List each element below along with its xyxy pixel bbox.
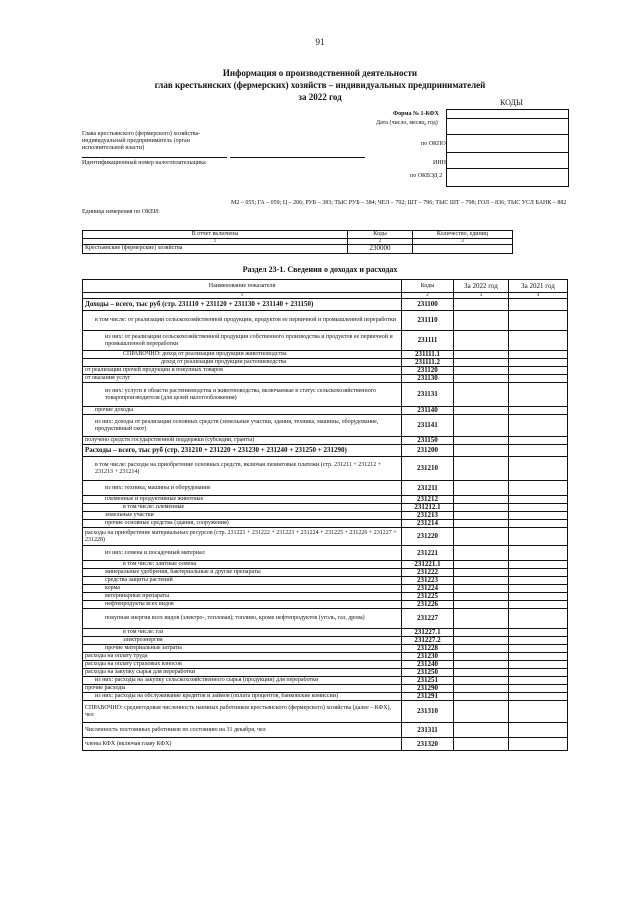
value-cell-2022[interactable] <box>454 669 509 677</box>
value-cell-2021[interactable] <box>509 585 568 593</box>
value-cell-2021[interactable] <box>509 407 568 415</box>
row-indicator-label: средства защиты растений <box>83 577 402 585</box>
value-cell-2022[interactable] <box>454 569 509 577</box>
col-number: 4 <box>509 293 568 299</box>
value-cell-2021[interactable] <box>509 311 568 331</box>
value-cell-2021[interactable] <box>509 677 568 685</box>
value-cell-2021[interactable] <box>509 629 568 637</box>
value-cell-2022[interactable] <box>454 407 509 415</box>
table-row <box>83 701 568 723</box>
table-row <box>83 481 568 496</box>
title-line-2: глав крестьянских (фермерских) хозяйств – индивидуальных предпринимателей <box>154 80 486 90</box>
value-cell-2021[interactable] <box>509 577 568 585</box>
row-indicator-label: ветеринарные препараты <box>83 593 402 601</box>
row-indicator-label: расходы на закупку сырья для переработки <box>83 669 402 677</box>
table-row <box>83 504 568 512</box>
row-code: 231111 <box>402 331 454 351</box>
table-row <box>83 437 568 445</box>
table-row <box>83 351 568 359</box>
value-cell-2021[interactable] <box>509 520 568 528</box>
okpo-label: по ОКПО <box>421 141 446 147</box>
row-code: 231221 <box>402 546 454 561</box>
units-table <box>82 230 513 254</box>
row-indicator-label: в том числе: от реализации сельскохозяйственной продукции, продуктов ее первичной и промышленной переработки <box>83 311 402 331</box>
row-indicator-label: Расходы – всего, тыс руб (стр. 231210 + 231220 + 231230 + 231240 + 231250 + 231290) <box>83 445 402 457</box>
value-cell-2021[interactable] <box>509 481 568 496</box>
value-cell-2022[interactable] <box>454 546 509 561</box>
row-code: 231240 <box>402 661 454 669</box>
units-col-number: 1 <box>83 238 348 244</box>
title-line-3: за 2022 год <box>298 92 342 102</box>
row-code: 231150 <box>402 437 454 445</box>
value-cell-2022[interactable] <box>454 437 509 445</box>
value-cell-2021[interactable] <box>509 351 568 359</box>
table-row <box>83 359 568 367</box>
value-cell-2022[interactable] <box>454 685 509 693</box>
row-code: 231251 <box>402 677 454 685</box>
value-cell-2022[interactable] <box>454 481 509 496</box>
col-header-2021: За 2021 год <box>509 280 568 293</box>
col-header-indicator: Наименование показателя <box>83 280 402 293</box>
value-cell-2021[interactable] <box>509 738 568 751</box>
value-cell-2022[interactable] <box>454 359 509 367</box>
units-col-number: 2 <box>348 238 413 244</box>
value-cell-2021[interactable] <box>509 496 568 504</box>
row-code: 231111.2 <box>402 359 454 367</box>
section-title: Раздел 23-1. Сведения о доходах и расходах <box>242 265 398 274</box>
value-cell-2022[interactable] <box>454 299 509 311</box>
units-col-header: Количество, единиц <box>413 231 513 239</box>
title-line-1: Информация о производственной деятельности <box>222 68 418 78</box>
value-cell-2022[interactable] <box>454 593 509 601</box>
row-code: 231212.1 <box>402 504 454 512</box>
row-code: 231211 <box>402 481 454 496</box>
table-row <box>83 546 568 561</box>
value-cell-2022[interactable] <box>454 637 509 645</box>
row-code: 231230 <box>402 653 454 661</box>
row-indicator-label: Доходы – всего, тыс руб (стр. 231110 + 231120 + 231130 + 231140 + 231150) <box>83 299 402 311</box>
okved-label: по ОКВЭД 2 <box>410 173 443 179</box>
units-row-code: 230000 <box>348 244 413 253</box>
row-indicator-label: покупная энергия всех видов (электро-, тепловая); топливо, кроме нефтепродуктов (уголь, газ, дрова) <box>83 609 402 629</box>
row-indicator-label: племенные и продуктивные животные <box>83 496 402 504</box>
value-cell-2022[interactable] <box>454 653 509 661</box>
table-row <box>83 415 568 437</box>
row-indicator-label: от реализации прочей продукции и покупных товаров <box>83 367 402 375</box>
value-cell-2021[interactable] <box>509 375 568 383</box>
row-code: 231290 <box>402 685 454 693</box>
row-code: 231291 <box>402 693 454 701</box>
row-indicator-label: земельные участки <box>83 512 402 520</box>
value-cell-2021[interactable] <box>509 457 568 481</box>
value-cell-2021[interactable] <box>509 367 568 375</box>
row-indicator-label: в том числе: расходы на приобретение основных средств, включая лизинговые платежи (стр. 231211 + 231212 + 231213 + 231214) <box>83 457 402 481</box>
value-cell-2022[interactable] <box>454 512 509 520</box>
value-cell-2022[interactable] <box>454 311 509 331</box>
value-cell-2022[interactable] <box>454 331 509 351</box>
row-indicator-label: прочие основные средства (здания, сооружения) <box>83 520 402 528</box>
value-cell-2022[interactable] <box>454 645 509 653</box>
table-row <box>83 653 568 661</box>
value-cell-2022[interactable] <box>454 520 509 528</box>
row-code: 231220 <box>402 528 454 546</box>
value-cell-2022[interactable] <box>454 496 509 504</box>
page-number: 91 <box>315 37 325 47</box>
value-cell-2022[interactable] <box>454 383 509 407</box>
units-row-value[interactable] <box>413 244 513 253</box>
value-cell-2021[interactable] <box>509 437 568 445</box>
value-cell-2022[interactable] <box>454 585 509 593</box>
table-row <box>83 723 568 738</box>
value-cell-2021[interactable] <box>509 593 568 601</box>
value-cell-2021[interactable] <box>509 653 568 661</box>
row-code: 231111.1 <box>402 351 454 359</box>
value-cell-2021[interactable] <box>509 637 568 645</box>
value-cell-2022[interactable] <box>454 445 509 457</box>
row-code: 231310 <box>402 701 454 723</box>
row-indicator-label: расходы на приобретение материальных ресурсов (стр. 231221 + 231222 + 231223 + 231224 + 231225 + 231226 + 231227 + 231228) <box>83 528 402 546</box>
row-indicator-label: расходы на оплату труда <box>83 653 402 661</box>
value-cell-2021[interactable] <box>509 661 568 669</box>
value-cell-2021[interactable] <box>509 383 568 407</box>
value-cell-2021[interactable] <box>509 445 568 457</box>
row-code: 231214 <box>402 520 454 528</box>
row-code: 231228 <box>402 645 454 653</box>
row-code: 231221.1 <box>402 561 454 569</box>
date-label: Дата (число, месяц, год) <box>376 120 438 126</box>
col-header-code: Коды <box>402 280 454 293</box>
row-code: 231227 <box>402 609 454 629</box>
table-row <box>83 512 568 520</box>
row-indicator-label: СПРАВОЧНО: среднегодовая численность наемных работников крестьянского (фермерского) хозяйства (далее – КФХ), чел <box>83 701 402 723</box>
value-cell-2022[interactable] <box>454 415 509 437</box>
row-indicator-label: нефтепродукты всех видов <box>83 601 402 609</box>
row-indicator-label: из них: расходы на закупку сельскохозяйственного сырья (продукции) для переработки <box>83 677 402 685</box>
value-cell-2021[interactable] <box>509 723 568 738</box>
value-cell-2022[interactable] <box>454 609 509 629</box>
table-row <box>83 520 568 528</box>
table-row <box>83 457 568 481</box>
row-code: 231120 <box>402 367 454 375</box>
table-row <box>83 445 568 457</box>
value-cell-2021[interactable] <box>509 701 568 723</box>
col-number: 3 <box>454 293 509 299</box>
table-row <box>83 593 568 601</box>
row-indicator-label: в том числе: газ <box>83 629 402 637</box>
value-cell-2022[interactable] <box>454 723 509 738</box>
value-cell-2021[interactable] <box>509 609 568 629</box>
value-cell-2021[interactable] <box>509 546 568 561</box>
col-header-2022: За 2022 год <box>454 280 509 293</box>
row-code: 231200 <box>402 445 454 457</box>
value-cell-2022[interactable] <box>454 661 509 669</box>
table-row <box>83 661 568 669</box>
row-indicator-label: электроэнергия <box>83 637 402 645</box>
row-code: 231212 <box>402 496 454 504</box>
row-indicator-label: от оказания услуг <box>83 375 402 383</box>
value-cell-2021[interactable] <box>509 512 568 520</box>
row-code: 231131 <box>402 383 454 407</box>
table-row <box>83 569 568 577</box>
row-code: 231311 <box>402 723 454 738</box>
col-number: 2 <box>402 293 454 299</box>
table-row <box>83 609 568 629</box>
row-indicator-label: получено средств государственной поддержки (субсидии, гранты) <box>83 437 402 445</box>
units-col-header: Коды <box>348 231 413 239</box>
value-cell-2022[interactable] <box>454 504 509 512</box>
row-indicator-label: СПРАВОЧНО: доход от реализации продукции животноводства <box>83 351 402 359</box>
value-cell-2022[interactable] <box>454 677 509 685</box>
value-cell-2021[interactable] <box>509 693 568 701</box>
table-row <box>83 367 568 375</box>
units-label: Единица измерения по ОКЕИ: <box>82 209 160 215</box>
value-cell-2022[interactable] <box>454 693 509 701</box>
value-cell-2021[interactable] <box>509 561 568 569</box>
row-indicator-label: из них: техника, машины и оборудование <box>83 481 402 496</box>
codes-box <box>446 109 569 187</box>
inn-label: ИНН <box>433 160 446 166</box>
value-cell-2021[interactable] <box>509 359 568 367</box>
value-cell-2021[interactable] <box>509 299 568 311</box>
value-cell-2021[interactable] <box>509 528 568 546</box>
row-code: 231213 <box>402 512 454 520</box>
table-row <box>83 677 568 685</box>
value-cell-2021[interactable] <box>509 331 568 351</box>
value-cell-2022[interactable] <box>454 601 509 609</box>
row-indicator-label: прочие доходы <box>83 407 402 415</box>
table-row <box>83 311 568 331</box>
row-code: 231141 <box>402 415 454 437</box>
table-row <box>83 496 568 504</box>
row-code: 231110 <box>402 311 454 331</box>
value-cell-2021[interactable] <box>509 569 568 577</box>
row-code: 231227.1 <box>402 629 454 637</box>
units-col-header: В отчет включены <box>83 231 348 239</box>
codes-header: КОДЫ <box>500 98 523 107</box>
form-label: Форма № 1-КФХ <box>393 111 439 117</box>
table-row <box>83 375 568 383</box>
table-row <box>83 331 568 351</box>
value-cell-2021[interactable] <box>509 415 568 437</box>
row-indicator-label: прочие материальные затраты <box>83 645 402 653</box>
value-cell-2022[interactable] <box>454 561 509 569</box>
row-indicator-label: расходы на оплату страховых взносов <box>83 661 402 669</box>
row-indicator-label: корма <box>83 585 402 593</box>
row-indicator-label: доход от реализации продукции растениеводства <box>83 359 402 367</box>
row-indicator-label: Численность постоянных работников по состоянию на 31 декабря, чел <box>83 723 402 738</box>
table-row <box>83 585 568 593</box>
row-code: 231222 <box>402 569 454 577</box>
table-row <box>83 669 568 677</box>
table-row <box>83 407 568 415</box>
table-row <box>83 383 568 407</box>
row-indicator-label: из них: от реализации сельскохозяйственной продукции собственного производства и продуктов ее первичной и промышленной переработки <box>83 331 402 351</box>
table-row <box>83 645 568 653</box>
value-cell-2022[interactable] <box>454 738 509 751</box>
row-indicator-label: из них: услуги в области растениеводства и животноводства, включаемые в статус сельскохозяйственного товаропроизводителя (для целей налогообложения) <box>83 383 402 407</box>
row-indicator-label: прочие расходы <box>83 685 402 693</box>
row-indicator-label: из них: расходы на обслуживание кредитов и займов (оплата процентов, банковские комиссии) <box>83 693 402 701</box>
value-cell-2021[interactable] <box>509 645 568 653</box>
inn-field-label: Идентификационный номер налогоплательщика <box>82 160 206 166</box>
row-indicator-label: минеральные удобрения, бактериальные и другие препараты <box>83 569 402 577</box>
value-cell-2021[interactable] <box>509 504 568 512</box>
row-code: 231227.2 <box>402 637 454 645</box>
value-cell-2022[interactable] <box>454 351 509 359</box>
value-cell-2021[interactable] <box>509 685 568 693</box>
table-row <box>83 528 568 546</box>
value-cell-2022[interactable] <box>454 701 509 723</box>
row-indicator-label: в том числе: племенные <box>83 504 402 512</box>
table-row <box>83 738 568 751</box>
value-cell-2022[interactable] <box>454 629 509 637</box>
col-number: 1 <box>83 293 402 299</box>
row-code: 231225 <box>402 593 454 601</box>
value-cell-2021[interactable] <box>509 669 568 677</box>
table-row <box>83 601 568 609</box>
row-indicator-label: из них: доходы от реализации основных средств (земельные участки, здания, техника, машины, оборудование, продуктивный скот) <box>83 415 402 437</box>
row-code: 231226 <box>402 601 454 609</box>
head-label: Глава крестьянского (фермерского) хозяйства-индивидуальный предприниматель (орган исполнительной власти) <box>82 131 201 151</box>
row-indicator-label: в том числе: элитные семена <box>83 561 402 569</box>
row-code: 231223 <box>402 577 454 585</box>
row-indicator-label: члены КФХ (включая главу КФХ) <box>83 738 402 751</box>
row-code: 231210 <box>402 457 454 481</box>
value-cell-2022[interactable] <box>454 375 509 383</box>
value-cell-2021[interactable] <box>509 601 568 609</box>
row-code: 231320 <box>402 738 454 751</box>
row-code: 231250 <box>402 669 454 677</box>
row-code: 231140 <box>402 407 454 415</box>
units-value: М2 – 055; ГА – 059; Ц – 206; РУБ – 383; ТЫС РУБ – 384; ЧЕЛ – 792; ШТ – 796; ТЫС ШТ – 798; ГОЛ – 836; ТЫС УСЛ БАНК – 882 <box>231 200 567 206</box>
units-col-number: 3 <box>413 238 513 244</box>
value-cell-2022[interactable] <box>454 457 509 481</box>
table-row <box>83 629 568 637</box>
table-row <box>83 299 568 311</box>
table-row <box>83 693 568 701</box>
table-row <box>83 685 568 693</box>
table-row <box>83 637 568 645</box>
row-code: 231100 <box>402 299 454 311</box>
income-expense-table <box>82 279 568 751</box>
value-cell-2022[interactable] <box>454 577 509 585</box>
value-cell-2022[interactable] <box>454 528 509 546</box>
table-row <box>83 577 568 585</box>
table-row <box>83 561 568 569</box>
document-title <box>130 67 510 103</box>
row-code: 231130 <box>402 375 454 383</box>
value-cell-2022[interactable] <box>454 367 509 375</box>
units-row-label: Крестьянские (фермерские) хозяйства <box>83 244 348 253</box>
row-code: 231224 <box>402 585 454 593</box>
row-indicator-label: из них: семена и посадочный материал <box>83 546 402 561</box>
